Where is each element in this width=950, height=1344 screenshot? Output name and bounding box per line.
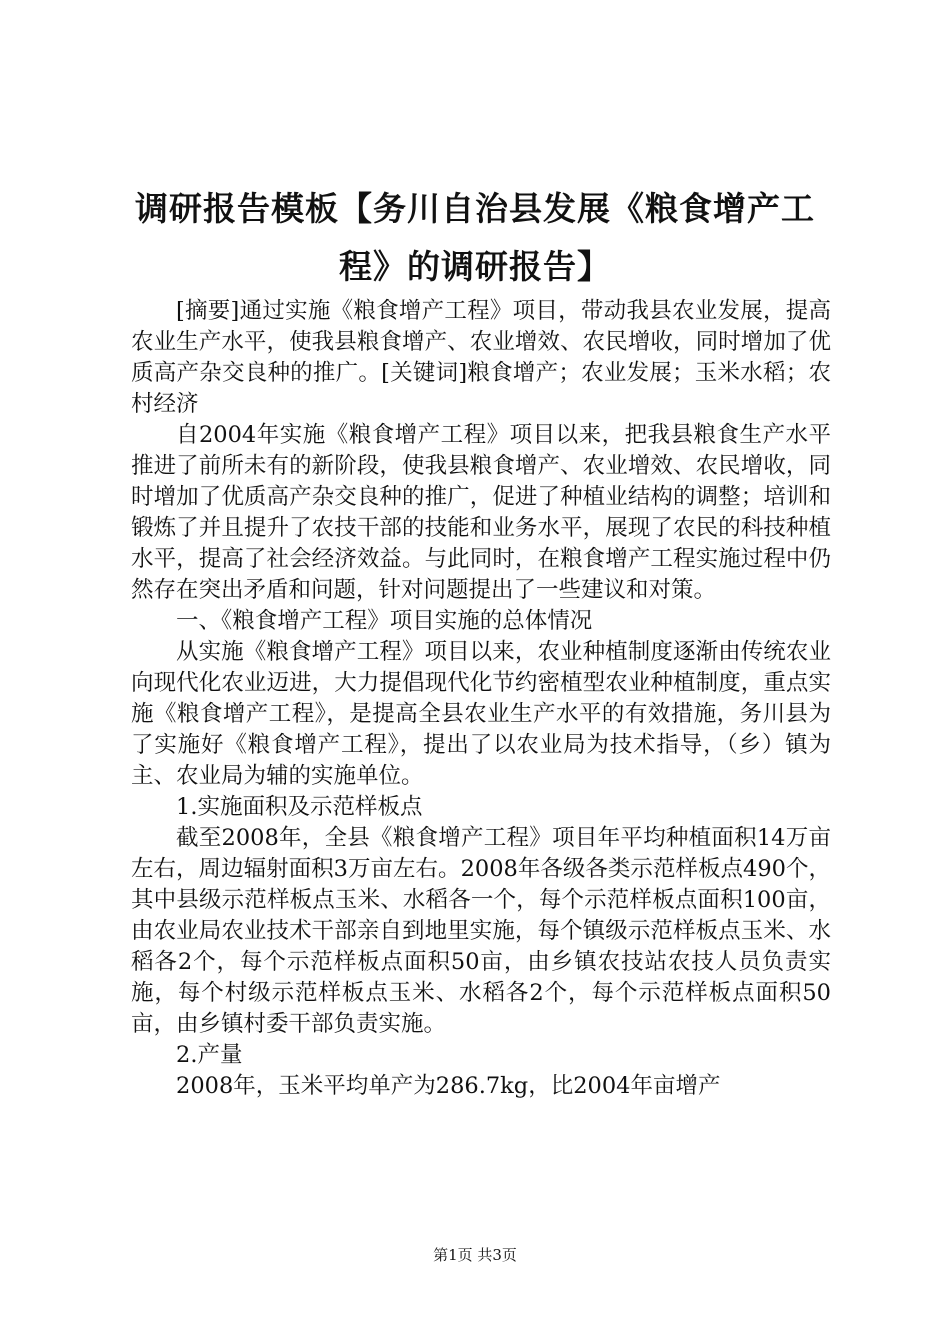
abstract-paragraph: [摘要]通过实施《粮食增产工程》项目，带动我县农业发展，提高农业生产水平，使我县粮食增产、农业增效、农民增收，同时增加了优质高产杂交良种的推广。[关键词]粮食增产；农业发展；玉米水稻；农村经济	[131, 298, 831, 417]
document-body	[131, 296, 831, 1102]
section-heading: 一、《粮食增产工程》项目实施的总体情况	[176, 608, 593, 634]
intro-paragraph: 自2004年实施《粮食增产工程》项目以来，把我县粮食生产水平推进了前所未有的新阶段，使我县粮食增产、农业增效、农民增收，同时增加了优质高产杂交良种的推广，促进了种植业结构的调整；培训和锻炼了并且提升了农技干部的技能和业务水平，展现了农民的科技种植水平，提高了社会经济效益。与此同时，在粮食增产工程实施过程中仍然存在突出矛盾和问题，针对问题提出了一些建议和对策。	[131, 422, 831, 603]
subsection-heading: 2.产量	[176, 1042, 243, 1068]
page-number-footer: 第1页 共3页	[433, 1246, 517, 1264]
area-paragraph: 截至2008年，全县《粮食增产工程》项目年平均种植面积14万亩左右，周边辐射面积3万亩左右。2008年各级各类示范样板点490个，其中县级示范样板点玉米、水稻各一个，每个示范样板点面积100亩，由农业局农业技术干部亲自到地里实施，每个镇级示范样板点玉米、水稻各2个，每个示范样板点面积50亩，由乡镇农技站农技人员负责实施，每个村级示范样板点玉米、水稻各2个，每个示范样板点面积50亩，由乡镇村委干部负责实施。	[131, 825, 831, 1037]
section-paragraph: 从实施《粮食增产工程》项目以来，农业种植制度逐渐由传统农业向现代化农业迈进，大力提倡现代化节约密植型农业种植制度，重点实施《粮食增产工程》，是提高全县农业生产水平的有效措施，务川县为了实施好《粮食增产工程》，提出了以农业局为技术指导，（乡）镇为主、农业局为辅的实施单位。	[131, 639, 831, 789]
yield-paragraph: 2008年，玉米平均单产为286.7kg，比2004年亩增产	[176, 1073, 721, 1099]
document-title: 调研报告模板【务川自治县发展《粮食增产工程》的调研报告】	[135, 189, 815, 286]
subsection-heading: 1.实施面积及示范样板点	[176, 794, 423, 820]
